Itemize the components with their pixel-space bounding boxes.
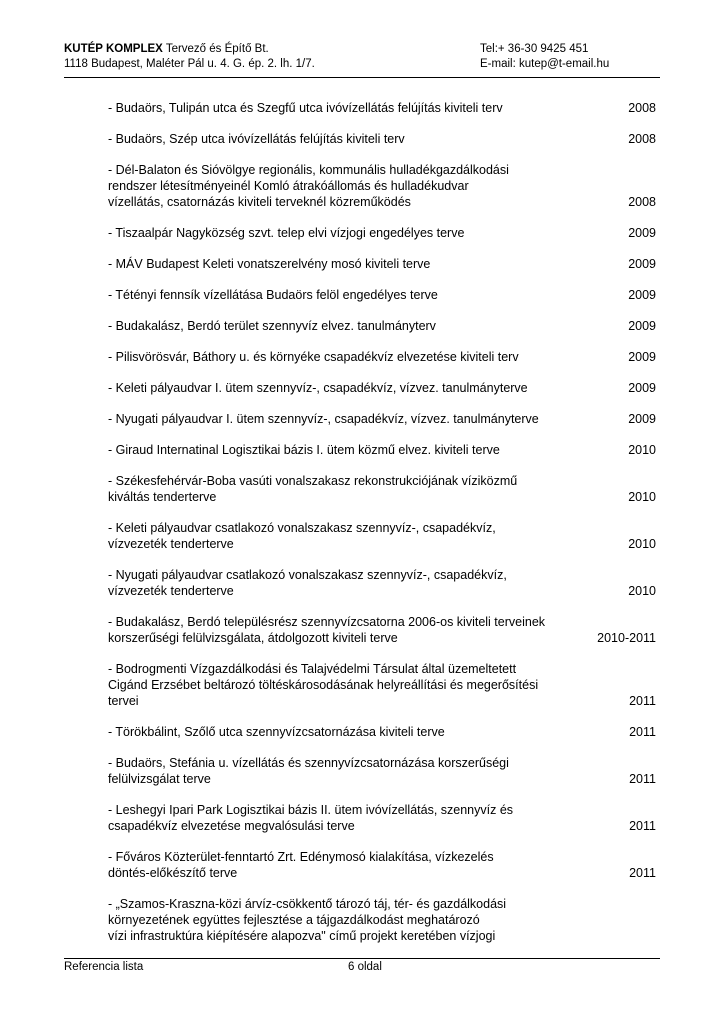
reference-entry-year: 2009 bbox=[628, 288, 656, 302]
reference-entry-text: - Budakalász, Berdó terület szennyvíz elvez. tanulmányterv bbox=[108, 319, 436, 333]
header-row-1 bbox=[64, 42, 660, 57]
reference-entry-year: 2009 bbox=[628, 226, 656, 240]
reference-entry-text: - „Szamos-Kraszna-közi árvíz-csökkentő tározó táj, tér- és gazdálkodási környezetének együttes fejlesztése a tájgazdálkodást meghatározó vízi infrastruktúra kiépítésére alapozva" című projekt keretében vízjogi bbox=[108, 897, 507, 943]
header-row-2 bbox=[64, 57, 660, 72]
page-header bbox=[64, 42, 660, 72]
reference-entry bbox=[108, 724, 656, 740]
reference-entry bbox=[108, 100, 656, 116]
reference-entry bbox=[108, 614, 656, 646]
reference-entry-text: - Főváros Közterület-fenntartó Zrt. Edénymosó kialakítása, vízkezelés döntés-előkészítő terve bbox=[108, 850, 494, 880]
reference-entry-year: 2008 bbox=[628, 195, 656, 209]
company-name bbox=[64, 42, 474, 57]
reference-entry-text: - Nyugati pályaudvar csatlakozó vonalszakasz szennyvíz-, csapadékvíz, vízvezeték tenderterve bbox=[108, 568, 507, 598]
reference-entry-year: 2011 bbox=[629, 725, 656, 739]
reference-entry bbox=[108, 755, 656, 787]
reference-entry bbox=[108, 225, 656, 241]
reference-entry-year: 2010 bbox=[628, 490, 656, 504]
reference-entry-text: - Székesfehérvár-Boba vasúti vonalszakasz rekonstrukciójának víziközmű kiváltás tenderterve bbox=[108, 474, 518, 504]
reference-entry-text: - Bodrogmenti Vízgazdálkodási és Talajvédelmi Társulat által üzemeltetett Cigánd Erzsébet beltározó töltéskárosodásának helyreállítási és megerősítési tervei bbox=[108, 662, 539, 708]
reference-entry-year: 2011 bbox=[629, 819, 656, 833]
header-divider bbox=[64, 77, 660, 78]
reference-entry-text: - Tétényi fennsík vízellátása Budaörs felöl engedélyes terve bbox=[108, 288, 438, 302]
reference-entry-text: - Giraud Internatinal Logisztikai bázis I. ütem közmű elvez. kiviteli terve bbox=[108, 443, 500, 457]
reference-entry bbox=[108, 473, 656, 505]
reference-entry-text: - Keleti pályaudvar csatlakozó vonalszakasz szennyvíz-, csapadékvíz, vízvezeték tenderterve bbox=[108, 521, 496, 551]
reference-entry bbox=[108, 349, 656, 365]
company-email: E-mail: kutep@t-email.hu bbox=[480, 58, 610, 70]
reference-entry-text: - Budakalász, Berdó településrész szennyvízcsatorna 2006-os kiviteli terveinek korszerűségi felülvizsgálata, átdolgozott kiviteli terve bbox=[108, 615, 546, 645]
reference-entry-year: 2010-2011 bbox=[597, 631, 656, 645]
company-phone: Tel:+ 36-30 9425 451 bbox=[480, 43, 589, 55]
reference-entry bbox=[108, 256, 656, 272]
reference-entry bbox=[108, 380, 656, 396]
reference-entry bbox=[108, 567, 656, 599]
reference-entry-text: - Budaörs, Szép utca ivóvízellátás felújítás kiviteli terv bbox=[108, 132, 405, 146]
reference-entry-year: 2009 bbox=[628, 381, 656, 395]
reference-entry-text: - Törökbálint, Szőlő utca szennyvízcsatornázása kiviteli terve bbox=[108, 725, 445, 739]
reference-entry bbox=[108, 131, 656, 147]
page-number: 6 oldal bbox=[348, 961, 382, 973]
reference-entry-text: - Tiszaalpár Nagyközség szvt. telep elvi vízjogi engedélyes terve bbox=[108, 226, 465, 240]
reference-entry-text: - Budaörs, Tulipán utca és Szegfű utca ivóvízellátás felújítás kiviteli terv bbox=[108, 101, 503, 115]
reference-entry bbox=[108, 162, 656, 210]
reference-entry-text: - Nyugati pályaudvar I. ütem szennyvíz-, csapadékvíz, vízvez. tanulmányterve bbox=[108, 412, 539, 426]
reference-entry-year: 2011 bbox=[629, 694, 656, 708]
reference-list bbox=[108, 100, 656, 959]
reference-entry bbox=[108, 661, 656, 709]
reference-entry-year: 2010 bbox=[628, 443, 656, 457]
reference-entry bbox=[108, 520, 656, 552]
reference-entry-year: 2009 bbox=[628, 412, 656, 426]
reference-entry-text: - Keleti pályaudvar I. ütem szennyvíz-, csapadékvíz, vízvez. tanulmányterve bbox=[108, 381, 528, 395]
company-address: 1118 Budapest, Maléter Pál u. 4. G. ép. 2. lh. 1/7. bbox=[64, 58, 315, 70]
reference-entry-year: 2010 bbox=[628, 537, 656, 551]
footer-divider bbox=[64, 958, 660, 959]
reference-entry-year: 2008 bbox=[628, 101, 656, 115]
reference-entry bbox=[108, 442, 656, 458]
reference-entry-year: 2010 bbox=[628, 584, 656, 598]
reference-entry-year: 2009 bbox=[628, 350, 656, 364]
reference-entry bbox=[108, 802, 656, 834]
reference-entry-year: 2008 bbox=[628, 132, 656, 146]
reference-entry bbox=[108, 849, 656, 881]
reference-entry-year: 2011 bbox=[629, 772, 656, 786]
reference-entry bbox=[108, 896, 656, 944]
reference-entry-year: 2009 bbox=[628, 319, 656, 333]
reference-entry bbox=[108, 318, 656, 334]
reference-entry-text: - MÁV Budapest Keleti vonatszerelvény mosó kiviteli terve bbox=[108, 257, 431, 271]
reference-entry-text: - Pilisvörösvár, Báthory u. és környéke csapadékvíz elvezetése kiviteli terv bbox=[108, 350, 519, 364]
company-name-bold: KUTÉP KOMPLEX bbox=[64, 43, 163, 55]
reference-entry-year: 2011 bbox=[629, 866, 656, 880]
reference-entry bbox=[108, 411, 656, 427]
reference-entry-text: - Dél-Balaton és Sióvölgye regionális, kommunális hulladékgazdálkodási rendszer létesítményeinél Komló átrakóállomás és hulladékudvar vízellátás, csatornázás kiviteli terveknél közreműködés bbox=[108, 163, 509, 209]
reference-entry-text: - Leshegyi Ipari Park Logisztikai bázis II. ütem ivóvízellátás, szennyvíz és csapadékvíz elvezetése megvalósulási terve bbox=[108, 803, 514, 833]
reference-entry-text: - Budaörs, Stefánia u. vízellátás és szennyvízcsatornázása korszerűségi felülvizsgálat terve bbox=[108, 756, 509, 786]
company-name-rest: Tervező és Építő Bt. bbox=[162, 43, 269, 55]
reference-entry-year: 2009 bbox=[628, 257, 656, 271]
reference-entry bbox=[108, 287, 656, 303]
footer-label: Referencia lista bbox=[64, 961, 144, 973]
